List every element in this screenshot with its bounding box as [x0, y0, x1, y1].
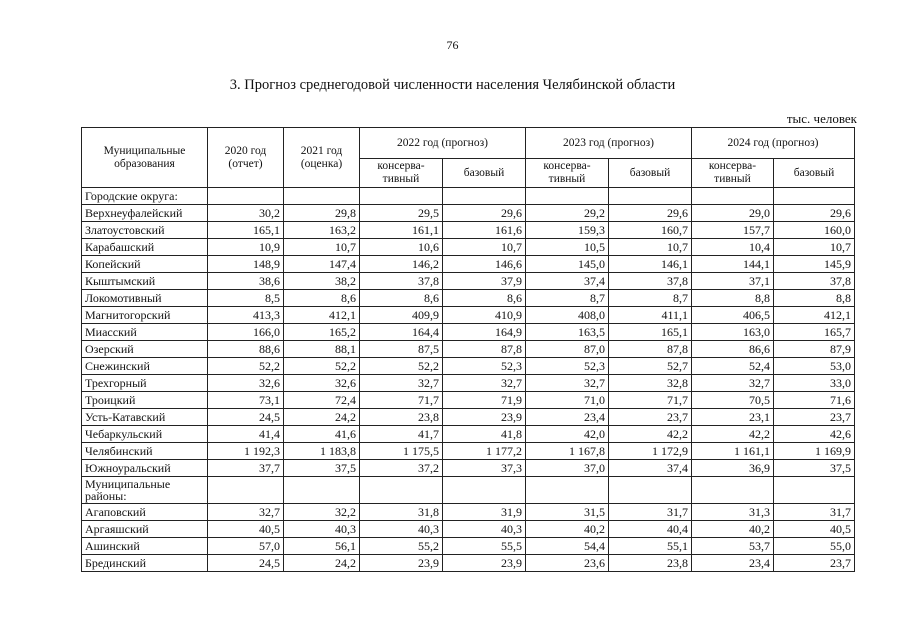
value-cell: 29,8 — [284, 205, 360, 222]
value-cell: 23,7 — [774, 555, 855, 572]
header-2022-base: базовый — [443, 159, 526, 188]
value-cell: 1 172,9 — [609, 443, 692, 460]
value-cell: 32,6 — [208, 375, 284, 392]
value-cell: 72,4 — [284, 392, 360, 409]
empty-cell — [774, 477, 855, 504]
empty-cell — [609, 477, 692, 504]
value-cell: 32,7 — [692, 375, 774, 392]
value-cell: 165,2 — [284, 324, 360, 341]
empty-cell — [284, 477, 360, 504]
document-title: 3. Прогноз среднегодовой численности населения Челябинской области — [229, 77, 676, 93]
value-cell: 163,2 — [284, 222, 360, 239]
value-cell: 87,9 — [774, 341, 855, 358]
value-cell: 33,0 — [774, 375, 855, 392]
value-cell: 40,3 — [443, 521, 526, 538]
municipality-name: Снежинский — [82, 358, 208, 375]
empty-cell — [208, 188, 284, 205]
value-cell: 8,6 — [360, 290, 443, 307]
value-cell: 52,2 — [284, 358, 360, 375]
value-cell: 1 169,9 — [774, 443, 855, 460]
value-cell: 161,1 — [360, 222, 443, 239]
value-cell: 8,5 — [208, 290, 284, 307]
value-cell: 166,0 — [208, 324, 284, 341]
value-cell: 148,9 — [208, 256, 284, 273]
value-cell: 164,4 — [360, 324, 443, 341]
value-cell: 31,3 — [692, 504, 774, 521]
municipality-name: Ашинский — [82, 538, 208, 555]
population-forecast-table — [81, 127, 855, 572]
value-cell: 87,8 — [609, 341, 692, 358]
empty-cell — [774, 188, 855, 205]
value-cell: 41,8 — [443, 426, 526, 443]
value-cell: 71,7 — [360, 392, 443, 409]
table-row — [82, 426, 855, 443]
value-cell: 40,2 — [526, 521, 609, 538]
value-cell: 36,9 — [692, 460, 774, 477]
table-row — [82, 205, 855, 222]
value-cell: 40,5 — [208, 521, 284, 538]
value-cell: 32,7 — [443, 375, 526, 392]
table-row — [82, 307, 855, 324]
value-cell: 71,9 — [443, 392, 526, 409]
value-cell: 1 177,2 — [443, 443, 526, 460]
table-row — [82, 290, 855, 307]
value-cell: 37,1 — [692, 273, 774, 290]
table-row — [82, 324, 855, 341]
header-2023-base: базовый — [609, 159, 692, 188]
value-cell: 145,9 — [774, 256, 855, 273]
value-cell: 71,0 — [526, 392, 609, 409]
value-cell: 32,6 — [284, 375, 360, 392]
value-cell: 87,8 — [443, 341, 526, 358]
value-cell: 29,6 — [609, 205, 692, 222]
table-row — [82, 521, 855, 538]
empty-cell — [526, 188, 609, 205]
page-number: 76 — [446, 38, 459, 52]
value-cell: 406,5 — [692, 307, 774, 324]
table-row — [82, 256, 855, 273]
value-cell: 8,6 — [443, 290, 526, 307]
municipality-name: Брединский — [82, 555, 208, 572]
table-row — [82, 222, 855, 239]
value-cell: 37,9 — [443, 273, 526, 290]
value-cell: 87,0 — [526, 341, 609, 358]
value-cell: 413,3 — [208, 307, 284, 324]
header-2022-conservative: консерва-тивный — [360, 159, 443, 188]
municipality-name: Усть-Катавский — [82, 409, 208, 426]
value-cell: 52,2 — [208, 358, 284, 375]
value-cell: 157,7 — [692, 222, 774, 239]
table-body — [82, 188, 855, 572]
value-cell: 52,7 — [609, 358, 692, 375]
value-cell: 40,3 — [360, 521, 443, 538]
value-cell: 37,8 — [360, 273, 443, 290]
value-cell: 41,7 — [360, 426, 443, 443]
value-cell: 54,4 — [526, 538, 609, 555]
value-cell: 32,8 — [609, 375, 692, 392]
value-cell: 23,7 — [609, 409, 692, 426]
value-cell: 147,4 — [284, 256, 360, 273]
table-row — [82, 409, 855, 426]
units-label: тыс. человек — [786, 111, 857, 126]
value-cell: 23,4 — [692, 555, 774, 572]
value-cell: 8,8 — [774, 290, 855, 307]
table-row — [82, 341, 855, 358]
value-cell: 41,4 — [208, 426, 284, 443]
value-cell: 23,9 — [443, 555, 526, 572]
table-row — [82, 443, 855, 460]
value-cell: 8,7 — [526, 290, 609, 307]
value-cell: 41,6 — [284, 426, 360, 443]
value-cell: 23,9 — [360, 555, 443, 572]
table-row — [82, 392, 855, 409]
value-cell: 10,7 — [609, 239, 692, 256]
value-cell: 37,8 — [774, 273, 855, 290]
value-cell: 161,6 — [443, 222, 526, 239]
value-cell: 10,9 — [208, 239, 284, 256]
empty-cell — [609, 188, 692, 205]
value-cell: 53,0 — [774, 358, 855, 375]
value-cell: 23,8 — [609, 555, 692, 572]
value-cell: 32,7 — [526, 375, 609, 392]
value-cell: 10,7 — [774, 239, 855, 256]
value-cell: 409,9 — [360, 307, 443, 324]
value-cell: 31,5 — [526, 504, 609, 521]
section-title: Муниципальные районы: — [82, 477, 208, 504]
value-cell: 37,5 — [774, 460, 855, 477]
value-cell: 42,2 — [692, 426, 774, 443]
empty-cell — [360, 477, 443, 504]
value-cell: 52,3 — [526, 358, 609, 375]
empty-cell — [443, 188, 526, 205]
header-2023-conservative: консерва-тивный — [526, 159, 609, 188]
value-cell: 32,7 — [208, 504, 284, 521]
value-cell: 23,7 — [774, 409, 855, 426]
value-cell: 55,1 — [609, 538, 692, 555]
table-row — [82, 504, 855, 521]
municipality-name: Копейский — [82, 256, 208, 273]
municipality-name: Троицкий — [82, 392, 208, 409]
municipality-name: Миасский — [82, 324, 208, 341]
value-cell: 163,0 — [692, 324, 774, 341]
value-cell: 1 161,1 — [692, 443, 774, 460]
municipality-name: Трехгорный — [82, 375, 208, 392]
value-cell: 38,2 — [284, 273, 360, 290]
header-municipal: Муниципальные образования — [82, 128, 208, 188]
value-cell: 52,3 — [443, 358, 526, 375]
empty-cell — [443, 477, 526, 504]
value-cell: 23,1 — [692, 409, 774, 426]
header-2022: 2022 год (прогноз) — [360, 128, 526, 159]
table-row — [82, 460, 855, 477]
empty-cell — [692, 477, 774, 504]
value-cell: 55,0 — [774, 538, 855, 555]
value-cell: 37,0 — [526, 460, 609, 477]
value-cell: 29,6 — [774, 205, 855, 222]
header-2024-base: базовый — [774, 159, 855, 188]
value-cell: 410,9 — [443, 307, 526, 324]
value-cell: 42,2 — [609, 426, 692, 443]
value-cell: 55,2 — [360, 538, 443, 555]
header-2024-conservative: консерва-тивный — [692, 159, 774, 188]
table-row — [82, 538, 855, 555]
value-cell: 32,7 — [360, 375, 443, 392]
value-cell: 160,7 — [609, 222, 692, 239]
value-cell: 37,8 — [609, 273, 692, 290]
value-cell: 55,5 — [443, 538, 526, 555]
value-cell: 10,6 — [360, 239, 443, 256]
section-header-row — [82, 188, 855, 205]
municipality-name: Карабашский — [82, 239, 208, 256]
value-cell: 40,3 — [284, 521, 360, 538]
value-cell: 24,2 — [284, 409, 360, 426]
value-cell: 408,0 — [526, 307, 609, 324]
value-cell: 70,5 — [692, 392, 774, 409]
value-cell: 163,5 — [526, 324, 609, 341]
municipality-name: Кыштымский — [82, 273, 208, 290]
value-cell: 42,6 — [774, 426, 855, 443]
value-cell: 42,0 — [526, 426, 609, 443]
value-cell: 23,4 — [526, 409, 609, 426]
value-cell: 56,1 — [284, 538, 360, 555]
value-cell: 146,6 — [443, 256, 526, 273]
municipality-name: Челябинский — [82, 443, 208, 460]
value-cell: 32,2 — [284, 504, 360, 521]
value-cell: 88,6 — [208, 341, 284, 358]
value-cell: 71,6 — [774, 392, 855, 409]
value-cell: 8,6 — [284, 290, 360, 307]
header-2021: 2021 год (оценка) — [284, 128, 360, 188]
value-cell: 165,1 — [208, 222, 284, 239]
value-cell: 38,6 — [208, 273, 284, 290]
table-row — [82, 375, 855, 392]
value-cell: 23,8 — [360, 409, 443, 426]
value-cell: 37,3 — [443, 460, 526, 477]
value-cell: 165,1 — [609, 324, 692, 341]
value-cell: 412,1 — [774, 307, 855, 324]
section-title: Городские округа: — [82, 188, 208, 205]
value-cell: 30,2 — [208, 205, 284, 222]
value-cell: 160,0 — [774, 222, 855, 239]
empty-cell — [692, 188, 774, 205]
value-cell: 29,6 — [443, 205, 526, 222]
header-2020: 2020 год (отчет) — [208, 128, 284, 188]
value-cell: 24,2 — [284, 555, 360, 572]
value-cell: 73,1 — [208, 392, 284, 409]
table-row — [82, 358, 855, 375]
value-cell: 40,2 — [692, 521, 774, 538]
value-cell: 37,2 — [360, 460, 443, 477]
value-cell: 57,0 — [208, 538, 284, 555]
value-cell: 10,7 — [284, 239, 360, 256]
value-cell: 29,5 — [360, 205, 443, 222]
value-cell: 8,7 — [609, 290, 692, 307]
municipality-name: Локомотивный — [82, 290, 208, 307]
value-cell: 411,1 — [609, 307, 692, 324]
value-cell: 1 183,8 — [284, 443, 360, 460]
municipality-name: Озерский — [82, 341, 208, 358]
value-cell: 31,7 — [774, 504, 855, 521]
value-cell: 1 167,8 — [526, 443, 609, 460]
value-cell: 37,5 — [284, 460, 360, 477]
table-row — [82, 273, 855, 290]
municipality-name: Верхнеуфалейский — [82, 205, 208, 222]
empty-cell — [360, 188, 443, 205]
value-cell: 37,7 — [208, 460, 284, 477]
value-cell: 24,5 — [208, 409, 284, 426]
value-cell: 52,2 — [360, 358, 443, 375]
value-cell: 87,5 — [360, 341, 443, 358]
value-cell: 10,5 — [526, 239, 609, 256]
value-cell: 40,4 — [609, 521, 692, 538]
value-cell: 146,2 — [360, 256, 443, 273]
value-cell: 88,1 — [284, 341, 360, 358]
value-cell: 159,3 — [526, 222, 609, 239]
municipality-name: Магнитогорский — [82, 307, 208, 324]
value-cell: 53,7 — [692, 538, 774, 555]
municipality-name: Агаповский — [82, 504, 208, 521]
value-cell: 146,1 — [609, 256, 692, 273]
municipality-name: Чебаркульский — [82, 426, 208, 443]
value-cell: 144,1 — [692, 256, 774, 273]
value-cell: 31,8 — [360, 504, 443, 521]
value-cell: 52,4 — [692, 358, 774, 375]
empty-cell — [526, 477, 609, 504]
value-cell: 10,4 — [692, 239, 774, 256]
section-header-row — [82, 477, 855, 504]
value-cell: 164,9 — [443, 324, 526, 341]
empty-cell — [284, 188, 360, 205]
empty-cell — [208, 477, 284, 504]
value-cell: 71,7 — [609, 392, 692, 409]
value-cell: 29,0 — [692, 205, 774, 222]
value-cell: 29,2 — [526, 205, 609, 222]
municipality-name: Аргаяшский — [82, 521, 208, 538]
header-2023: 2023 год (прогноз) — [526, 128, 692, 159]
table-row — [82, 239, 855, 256]
value-cell: 10,7 — [443, 239, 526, 256]
value-cell: 31,7 — [609, 504, 692, 521]
value-cell: 31,9 — [443, 504, 526, 521]
value-cell: 165,7 — [774, 324, 855, 341]
municipality-name: Южноуральский — [82, 460, 208, 477]
value-cell: 1 175,5 — [360, 443, 443, 460]
municipality-name: Златоустовский — [82, 222, 208, 239]
value-cell: 86,6 — [692, 341, 774, 358]
value-cell: 145,0 — [526, 256, 609, 273]
table-row — [82, 555, 855, 572]
value-cell: 412,1 — [284, 307, 360, 324]
value-cell: 40,5 — [774, 521, 855, 538]
value-cell: 8,8 — [692, 290, 774, 307]
value-cell: 23,6 — [526, 555, 609, 572]
value-cell: 1 192,3 — [208, 443, 284, 460]
value-cell: 37,4 — [609, 460, 692, 477]
value-cell: 37,4 — [526, 273, 609, 290]
value-cell: 23,9 — [443, 409, 526, 426]
value-cell: 24,5 — [208, 555, 284, 572]
header-2024: 2024 год (прогноз) — [692, 128, 855, 159]
